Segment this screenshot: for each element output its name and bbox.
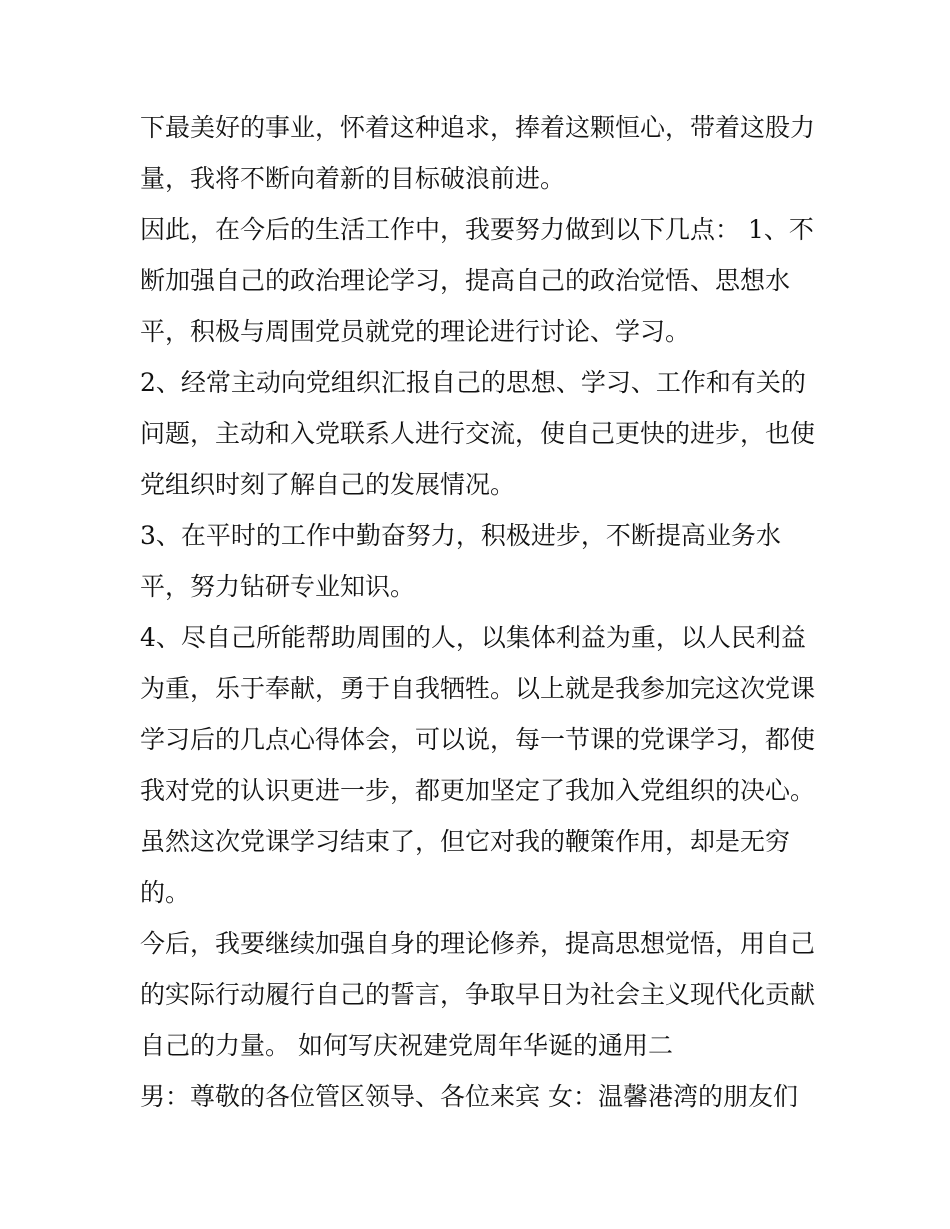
text-line: 3、在平时的工作中勤奋努力，积极进步，不断提高业务水 — [140, 521, 781, 550]
text-line: 男：尊敬的各位管区领导、各位来宾 女：温馨港湾的朋友们 — [140, 1082, 798, 1111]
text-line: 问题，主动和入党联系人进行交流，使自己更快的进步，也使 — [140, 419, 816, 448]
text-line: 的。 — [140, 878, 191, 907]
text-line: 4、尽自己所能帮助周围的人，以集体利益为重，以人民利益 — [140, 623, 806, 652]
text-line: 学习后的几点心得体会，可以说，每一节课的党课学习，都使 — [140, 725, 816, 754]
text-line: 2、经常主动向党组织汇报自己的思想、学习、工作和有关的 — [140, 368, 806, 397]
text-line: 我对党的认识更进一步，都更加坚定了我加入党组织的决心。 — [140, 776, 816, 805]
text-line: 党组织时刻了解自己的发展情况。 — [140, 470, 516, 499]
text-line: 断加强自己的政治理论学习，提高自己的政治觉悟、思想水 — [140, 266, 791, 295]
text-line: 为重，乐于奉献，勇于自我牺牲。以上就是我参加完这次党课 — [140, 674, 816, 703]
text-line: 平，努力钻研专业知识。 — [140, 572, 416, 601]
text-line: 今后，我要继续加强自身的理论修养，提高思想觉悟，用自己 — [140, 929, 816, 958]
text-line: 平，积极与周围党员就党的理论进行讨论、学习。 — [140, 317, 691, 346]
text-line: 虽然这次党课学习结束了，但它对我的鞭策作用，却是无穷 — [140, 827, 791, 856]
text-line: 的实际行动履行自己的誓言，争取早日为社会主义现代化贡献 — [140, 980, 816, 1009]
text-line: 自己的力量。 如何写庆祝建党周年华诞的通用二 — [140, 1031, 673, 1060]
text-line: 量，我将不断向着新的目标破浪前进。 — [140, 164, 566, 193]
text-line: 下最美好的事业，怀着这种追求，捧着这颗恒心，带着这股力 — [140, 113, 816, 142]
text-line: 因此，在今后的生活工作中，我要努力做到以下几点： 1、不 — [140, 215, 814, 244]
